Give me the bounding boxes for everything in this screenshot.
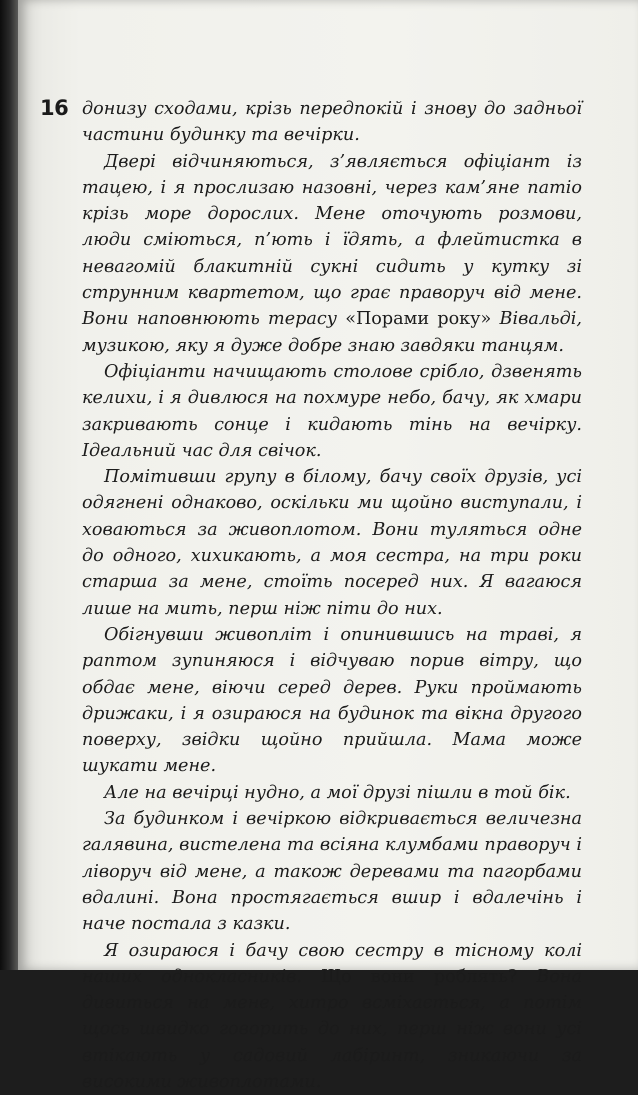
book-spine-shadow [0,0,18,970]
paragraph-6-text: Але на вечірці нудно, а мої друзі пішли в той бік. [104,783,571,803]
paragraph-8 [82,938,582,1095]
paragraph-2-title: «Порами року» [345,309,491,329]
paragraph-1-text: донизу сходами, крізь передпокій і знову до задньої частини будинку та вечірки. [82,99,582,145]
paragraph-8-thought: Що вони роблять? [321,967,517,987]
paragraph-5 [82,622,582,780]
paragraph-3 [82,359,582,464]
paragraph-8-text: Я озираюся і бачу свою сестру в тісному колі наших однокласників. [82,941,582,987]
paragraph-4 [82,464,582,622]
paragraph-2-after: Вівальді, музикою, яку я дуже добре знаю завдяки танцям. [82,309,582,355]
paragraph-1 [82,96,582,149]
paragraph-7-text: За будинком і вечіркою відкривається величезна галявина, вистелена та всіяна клумбами праворуч і ліворуч від мене, а також деревами та пагорбами вдалині. Вона простягається вшир і вдалечінь і наче постала з казки. [82,809,582,934]
paragraph-7 [82,806,582,937]
paragraph-8-after: Вона дивиться на мене, хитро всміхається, а потім щось швидко говорить до них, перш ніж вони усі втікають у садовий лабіринт, зникаючи за високими живоплотами. [82,967,582,1092]
paragraph-2-text: Двері відчиняються, з’являється офіціант із тацею, і я прослизаю назовні, через кам’яне патіо крізь море дорослих. Мене оточують розмови, люди сміються, п’ють і їдять, а флейтистка в невагомій блакитній сукні сидить у кутку зі струнним квартетом, що грає праворуч від мене. Вони наповнюють терасу [82,152,582,330]
body-text [82,96,582,1095]
page-number: 16 [40,96,68,120]
paragraph-2 [82,149,582,359]
paragraph-4-text: Помітивши групу в білому, бачу своїх друзів, усі одягнені однаково, оскільки ми щойно виступали, і ховаються за живоплотом. Вони туляться одне до одного, хихикають, а моя сестра, на три роки старша за мене, стоїть посеред них. Я вагаюся лише на мить, перш ніж піти до них. [82,467,582,618]
paragraph-3-text: Офіціанти начищають столове срібло, дзвенять келихи, і я дивлюся на похмуре небо, бачу, як хмари закривають сонце і кидають тінь на вечірку. Ідеальний час для свічок. [82,362,582,461]
paragraph-6 [82,780,582,806]
paragraph-5-text: Обігнувши живопліт і опинившись на траві, я раптом зупиняюся і відчуваю порив вітру, що обдає мене, віючи серед дерев. Руки проймають дрижаки, і я озираюся на будинок та вікна другого поверху, звідки щойно прийшла. Мама може шукати мене. [82,625,582,776]
